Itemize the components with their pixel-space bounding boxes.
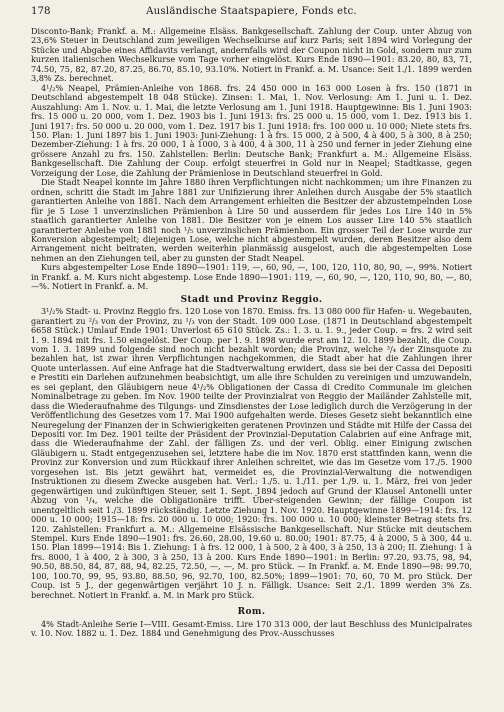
- paragraph-disconto-bank: Disconto-Bank; Frankf. a. M.: Allgemeine Elsäss. Bankgesellschaft. Zahlung der Coup. unter Abzug von 23,6% Steuer in Deutschland zum jeweiligen Wechselkurse auf kurz Paris; seit 1894 wird Vorlegung der Stücke und Abgabe eines Affidavits verlangt, andernfalls wird der Coupon nicht in Gold, sondern nur zum kurzen italienischen Wechselkurse vom Tage vorher eingelöst. Kurs Ende 1890—1901: 83.20, 80, 83, 71, 74.50, 75, 82, 87.20, 87.25, 86.70, 85.10, 93.10%. Notiert in Frankf. a. M. Usance: Seit 1./1. 1899 werden 3,8% Zs. berechnet.: [31, 26, 472, 84]
- section-heading-rom: Rom.: [237, 607, 266, 618]
- paragraph-neapel-kurs: Kurs abgestempelter Lose Ende 1890—1901: 119, —, 60, 90, —, 100, 120, 110, 80, 90, —, 99%. Notiert in Frankf. a. M. Kurs nicht abgestemp. Lose Ende 1890—1901: 119, —, 60, 90, —, 120, 110, 90, 80, —, 80, —%. Notiert in Frankf. a. M.: [31, 262, 472, 292]
- document-body: [31, 27, 472, 639]
- paragraph-reggio-lose: 3¹/₂% Stadt- u. Provinz Reggio frs. 120 Lose von 1870. Emiss. frs. 13 080 000 für Hafen- u. Wegebauten, garantiert zu ²/₃ von der Provinz, zu ¹/₃ von der Stadt. 109 000 Lose. (1871 in Deutschland abgestempelt 6658 Stück.) Umlauf Ende 1901: Unverlost 65 610 Stück. Zs.: 1. 3. u. 1. 9., jeder Coup. = frs. 2 wird seit 1. 9. 1894 mit frs. 1.50 eingelöst. Der Coup. per 1. 9. 1898 wurde erst am 12. 10. 1899 bezahlt, die Coup. vom 1. 3. 1899 und folgende sind noch nicht bezahlt worden; die Provinz, welche ³/₄ der Zinsquote zu bezahlen hat, ist zwar ihren Verpflichtungen nachgekommen, die Stadt aber hat die Zahlungen ihrer Quote unterlassen. Auf eine Anfrage hat die Stadtverwaltung erwidert, dass sie bei der Cassa dei Depositi e Prestiti ein Darlehen aufzunehmen beabsichtigt, um alle ihre Schulden zu vereinigen und umzuwandeln, es sei geplant, den Gläubigern neue 4¹/₂% Obligationen der Cassa di Credito Communale im gleichen Nominalbetrage zu geben. Im Nov. 1900 teilte der Provinzialrat von Reggio der Mailänder Zahlstelle mit, dass die Wiederaufnahme des Tilgungs- und Zinsdienstes der Lose lediglich durch die Verzögerung in der Veröffentlichung des Gesetzes vom 17. Mai 1900 aufgehalten werde. Dieses Gesetz sieht bekanntlich eine Neuregelung der Finanzen der in Schwierigkeiten geratenen Provinzen und Städte mit Hilfe der Cassa dei Depositi vor. Im Dez. 1901 teilte der Präsident der Provinzial-Deputation Calabrien auf eine Anfrage mit, dass die Wiederaufnahme der Zahl. der fälligen Zs. und der verl. Oblig. einer Einigung zwischen Gläubigern u. Stadt entgegenzusehen sei, letztere habe die im Nov. 1870 erst stattfinden kann, wenn die Provinz zur Konversion und zum Rückkauf ihrer Anleihen schreitet, wie das im Gesetze vom 17./5. 1900 vorgesehen ist. Bis jetzt gewährt hat, vermeidet es, die Provinzial-Verwaltung die notwendigen Instruktionen zu diesem Zwecke ausgeben hat. Verl.: 1./5. u. 1./11. per 1./9. u. 1. März, frei von jeder gegenwärtigen und zukünftigen Steuer, seit 1. Sept. 1894 jedoch auf Grund der Klausel Antonelli unter Abzug von ¹/₄, welche die Obligationäre trifft. Über-steigenden Gewinn; der fällige Coupon ist unentgeltlich seit 1./3. 1899 rückständig. Letzte Ziehung 1. Nov. 1920. Hauptgewinne 1899—1914: frs. 12 000 u. 10 000; 1915—18: frs. 20 000 u. 10 000; 1920: frs. 100 000 u. 10 000; kleinster Betrag stets frs. 120. Zahlstellen: Frankfurt a. M.: Allgemeine Elsässische Bankgesellschaft. Nur Stücke mit deutschem Stempel. Kurs Ende 1890—1901: frs. 26.60, 28.00, 19.60 u. 80.00; 1901: 87.75, 4 à 2000, 5 à 300, 44 u. 150. Plan 1899—1914: Bis 1. Ziehung: 1 à frs. 12 000, 1 à 500, 2 à 400, 3 à 250, 13 à 200; II. Ziehung: 1 à frs. 8000, 1 à 400, 2 à 300, 3 à 250, 13 à 200. Kurs Ende 1890—1901: in Berlin: 97.20, 93.75, 98, 94, 90.50, 88.50, 84, 87, 88, 94, 82.25, 72.50, —, —, M. pro Stück. — In Frankf. a. M. Ende 1890—98: 99.70, 100, 100.70, 99, 95, 93.80, 88.50, 96, 92.70, 100, 82.50%; 1899—1901: 70, 60, 70 M. pro Stück. Der Coup. ist 5 J., der gegenwärtigen verjährt 10 J. n. Fälligk. Usance: Seit 2./1. 1899 werden 3% Zs. berechnet. Notiert in Frankf. a. M. in Mark pro Stück.: [31, 306, 472, 600]
- section-heading-reggio: Stadt und Provinz Reggio.: [180, 294, 323, 305]
- running-title: Ausländische Staatspapiere, Fonds etc.: [146, 6, 357, 17]
- page-header: [31, 6, 472, 20]
- page-number: 178: [31, 6, 51, 17]
- paragraph-neapel-praemien-anleihe: 4¹/₂% Neapel, Prämien-Anleihe von 1868. frs. 24 450 000 in 163 000 Losen à frs. 150 (1871 in Deutschland abgestempelt 18 048 Stücke). Zinsen: 1. Mai, 1. Nov. Verlosung: Am 1. Juni u. 1. Dez. Auszahlung: Am 1. Nov. u. 1. Mai, die letzte Verlosung am 1. Juni 1918. Hauptgewinne: Bis 1. Juni 1903: frs. 15 000 u. 20 000, vom 1. Dez. 1903 bis 1. Juni 1913: frs. 25 000 u. 15 000, vom 1. Dez. 1913 bis 1. Juni 1917: frs. 50 000 u. 20 000, vom 1. Dez. 1917 bis 1. Juni 1918: frs. 100 000 u. 10 000; Niete stets frs. 150. Plan: 1. Juni 1897 bis 1. Juni 1903: Juni-Ziehung: 1 à frs. 15 000, 2 à 500, 4 à 400, 5 à 300, 8 à 250; Dezember-Ziehung: 1 à frs. 20 000, 1 à 1000, 3 à 400, 4 à 300, 11 à 250 und ferner in jeder Ziehung eine grössere Anzahl zu frs. 150. Zahlstellen: Berlin: Deutsche Bank; Frankfurt a. M.: Allgemeine Elsäss. Bankgesellschaft. Die Zahlung der Coup. erfolgt steuerfrei in Gold nur in Neapel; Stadtkasse, gegen Vorzeigung der Lose, die Zahlung der Prämienlose in Deutschland steuerfrei in Gold.: [31, 82, 472, 178]
- paragraph-neapel-history: Die Stadt Neapel konnte im Jahre 1880 ihren Verpflichtungen nicht nachkommen; um ihre Finanzen zu ordnen, schritt die Stadt im Jahre 1881 zur Unifizierung ihrer Anleihen durch Ausgabe der 5% staatlich garantierten Anleihe von 1881. Nach dem Arrangement erhielten die Besitzer der abzustempelnden Lose für je 5 Lose 1 unverzinslichen Prämienbon à Lire 50 und ausserdem für jedes Los Lire 140 in 5% staatlich garantierter Anleihe von 1881. Die Besitzer von je einem Los ausser Lire 140 5% staatlich garantierter Anleihe von 1881 noch ¹/₅ unverzinslichen Prämienbon. Ein grosser Teil der Lose wurde zur Konversion abgestempelt; diejenigen Lose, welche nicht abgestempelt wurden, deren Besitzer also dem Arrangement nicht beitraten, werden weiterhin planmässig ausgelost, auch die abgestempelten Lose nehmen an den Ziehungen teil, aber zu gunsten der Stadt Neapel.: [31, 177, 472, 263]
- paragraph-rom-stadt-anleihe: 4% Stadt-Anleihe Serie I—VIII. Gesamt-Emiss. Lire 170 313 000, der laut Beschluss des Municipalrates v. 10. Nov. 1882 u. 1. Dez. 1884 und Genehmigung des Prov.-Ausschusses: [31, 618, 472, 639]
